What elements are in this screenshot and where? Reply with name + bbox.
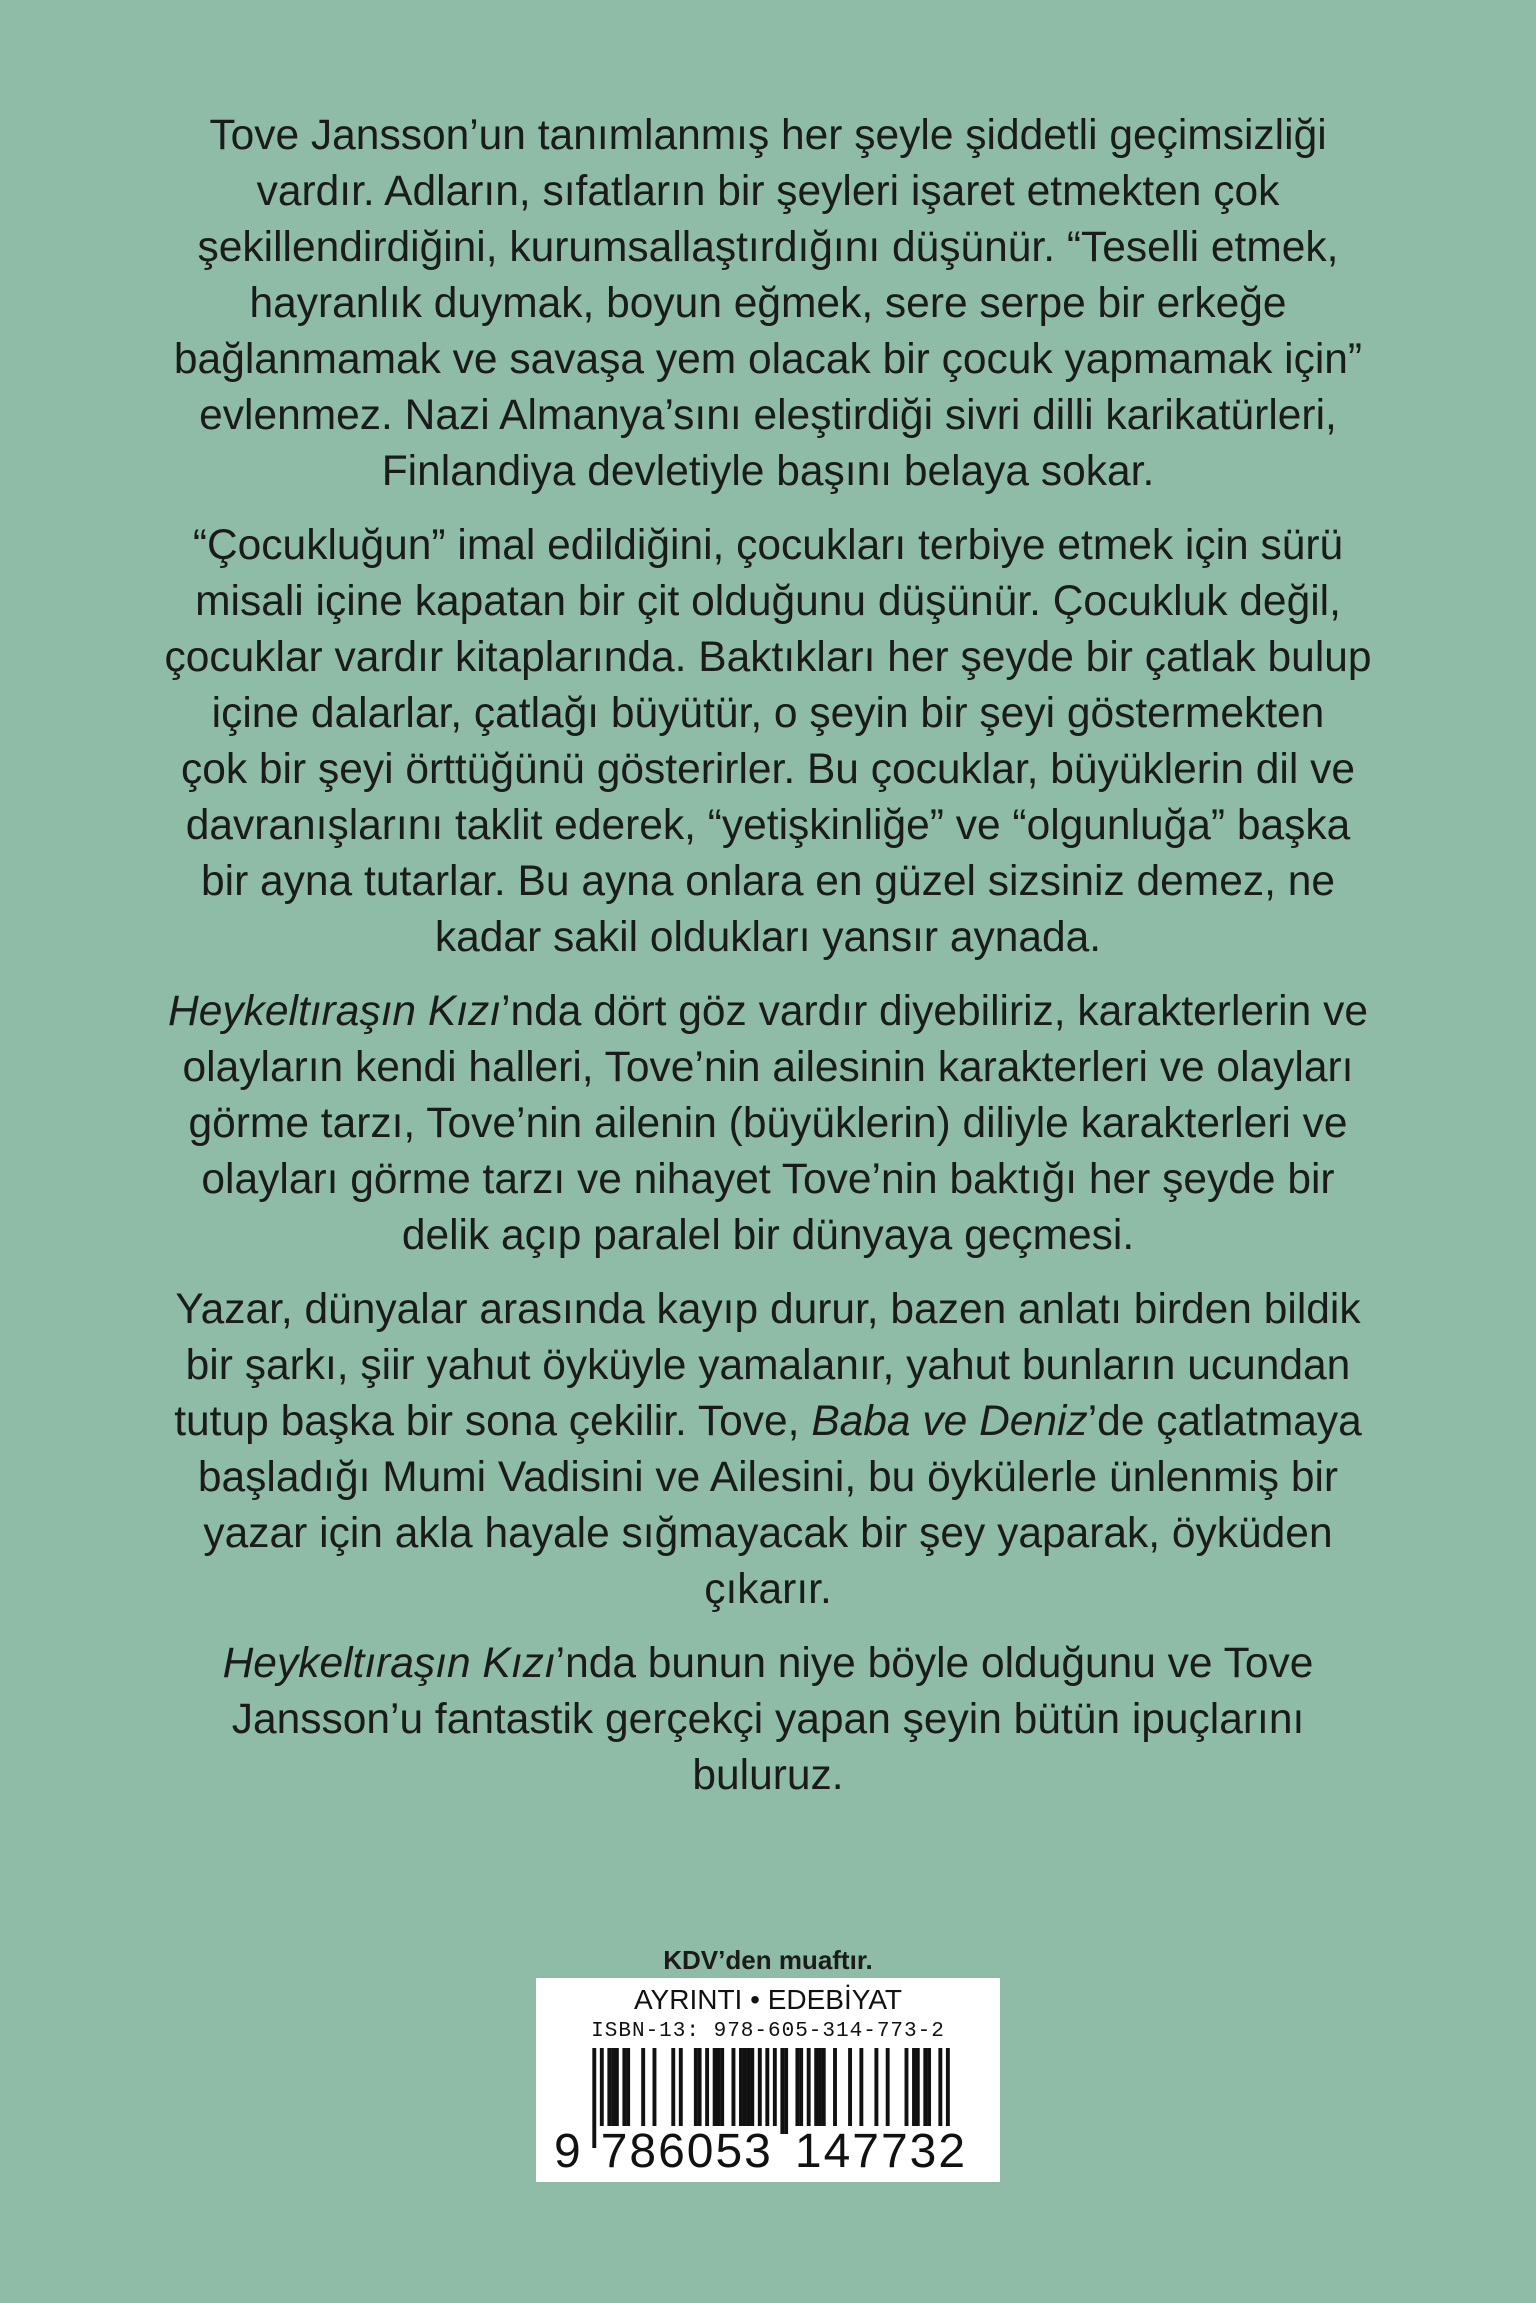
ean-left-group: 786053 — [597, 2126, 777, 2178]
text-line: Yazar, dünyalar arasında kayıp durur, bazen anlatı birden bildik — [175, 1286, 1361, 1333]
book-title: Heykeltıraşın Kızı — [168, 988, 502, 1035]
text-line: bağlanmamak ve savaşa yem olacak bir çocuk yapmamak için” — [173, 336, 1363, 383]
text-line: çocuklar vardır kitaplarında. Baktıkları her şeyde bir çatlak bulup — [164, 634, 1372, 681]
barcode-bar — [720, 2048, 724, 2134]
barcode-bar — [607, 2048, 611, 2134]
text-line: Jansson’u fantastik gerçekçi yapan şeyin bütün ipuçlarını — [231, 1696, 1305, 1743]
text-line — [110, 1394, 1426, 1450]
text-line: görme tarzı, Tove’nin ailenin (büyüklerin) diliyle karakterleri ve — [188, 1100, 1348, 1147]
text-fragment: tutup başka bir sona çekilir. Tove, — [174, 1398, 812, 1445]
text-line: bir ayna tutarlar. Bu ayna onlara en güzel sizsiniz demez, ne — [201, 858, 1335, 905]
text-line: çok bir şeyi örttüğünü gösterirler. Bu çocuklar, büyüklerin dil ve — [180, 746, 1356, 793]
ean-right-group: 147732 — [791, 2126, 971, 2178]
barcode-bar — [799, 2048, 803, 2134]
barcode-bar — [615, 2048, 619, 2134]
publisher-series: AYRINTI • EDEBİYAT — [633, 1984, 903, 2015]
paragraph-4 — [110, 1282, 1426, 1618]
barcode-bar — [833, 2048, 837, 2134]
barcode-bar — [713, 2048, 717, 2134]
paragraph-3 — [110, 984, 1426, 1264]
barcode-bar — [848, 2048, 852, 2134]
barcode-bar — [859, 2048, 863, 2134]
barcode-bar — [818, 2048, 822, 2134]
barcode-bar — [784, 2048, 788, 2134]
book-title: Heykeltıraşın Kızı — [222, 1640, 556, 1687]
text-line: kadar sakil oldukları yansır aynada. — [434, 914, 1102, 961]
barcode-bar — [641, 2048, 645, 2134]
text-line: içine dalarlar, çatlağı büyütür, o şeyin bir şeyi göstermekten — [211, 690, 1325, 737]
barcode-bar — [814, 2048, 818, 2134]
barcode-bar — [758, 2048, 762, 2134]
ean-digits — [536, 2126, 1000, 2178]
text-line: şekillendirdiğini, kurumsallaştırdığını düşünür. “Teselli etmek, — [197, 224, 1339, 271]
barcode-bar — [750, 2048, 754, 2134]
book-title: Baba ve Deniz — [811, 1398, 1088, 1445]
text-fragment: ’nda dört göz vardır diyebiliriz, karakterlerin ve — [501, 988, 1368, 1035]
text-line: buluruz. — [692, 1752, 844, 1799]
barcode-bar — [923, 2048, 927, 2134]
barcode-bar — [698, 2048, 702, 2134]
isbn-number: ISBN-13: 978-605-314-773-2 — [591, 2020, 945, 2043]
text-line: misali içine kapatan bir çit olduğunu düşünür. Çocukluk değil, — [195, 578, 1341, 625]
text-fragment: ’de çatlatmaya — [1087, 1398, 1362, 1445]
barcode-bar — [739, 2048, 743, 2134]
text-line: evlenmez. Nazi Almanya’sını eleştirdiği sivri dilli karikatürleri, — [199, 392, 1337, 439]
barcode-bar — [705, 2048, 709, 2134]
barcode-bar — [807, 2048, 811, 2134]
text-line: delik açıp paralel bir dünyaya geçmesi. — [401, 1212, 1135, 1259]
text-line: davranışlarını taklit ederek, “yetişkinliğe” ve “olgunluğa” başka — [185, 802, 1351, 849]
text-line: olayların kendi halleri, Tove’nin ailesinin karakterleri ve olayları — [182, 1044, 1354, 1091]
barcode-bar — [743, 2048, 747, 2134]
barcode-bar — [916, 2048, 920, 2134]
barcode-label — [536, 1978, 1000, 2182]
paragraph-2 — [110, 518, 1426, 966]
barcode-bar — [912, 2048, 916, 2134]
barcode-bar — [905, 2048, 909, 2134]
ean-first-digit: 9 — [554, 2125, 581, 2178]
barcode-bar — [874, 2048, 878, 2134]
barcode-bar — [626, 2048, 630, 2134]
back-cover-text — [110, 108, 1426, 1822]
text-line: çıkarır. — [704, 1566, 832, 1613]
barcode-bar — [732, 2048, 736, 2134]
text-line: Tove Jansson’un tanımlanmış her şeyle şiddetli geçimsizliği — [209, 112, 1327, 159]
text-line: bir şarkı, şiir yahut öyküyle yamalanır, yahut bunların ucundan — [185, 1342, 1351, 1389]
barcode-bar — [927, 2048, 931, 2134]
barcode-bar — [716, 2048, 720, 2134]
barcode-bar — [694, 2048, 698, 2134]
barcode-bar — [795, 2048, 799, 2134]
paragraph-1 — [110, 108, 1426, 500]
text-line: Finlandiya devletiyle başını belaya sokar. — [381, 448, 1155, 495]
barcode-bar — [611, 2048, 615, 2134]
text-fragment: ’nda bunun niye böyle olduğunu ve Tove — [555, 1640, 1314, 1687]
barcode-bar — [622, 2048, 626, 2134]
tax-exemption-note: KDV’den muaftır. — [663, 1945, 873, 1975]
text-line: “Çocukluğun” imal edildiğini, çocukları terbiye etmek için sürü — [192, 522, 1344, 569]
barcode-bar — [886, 2048, 890, 2134]
paragraph-5 — [110, 1636, 1426, 1804]
text-line — [110, 984, 1426, 1040]
barcode-bar — [747, 2048, 751, 2134]
text-line: başladığı Mumi Vadisini ve Ailesini, bu öykülerle ünlenmiş bir — [197, 1454, 1339, 1501]
text-line: yazar için akla hayale sığmayacak bir şey yaparak, öyküden — [203, 1510, 1333, 1557]
barcode-bar — [679, 2048, 683, 2134]
barcode-bar — [780, 2048, 784, 2134]
text-line: olayları görme tarzı ve nihayet Tove’nin baktığı her şeyde bir — [201, 1156, 1335, 1203]
text-line — [110, 1636, 1426, 1692]
text-line: hayranlık duymak, boyun eğmek, sere serpe bir erkeğe — [249, 280, 1287, 327]
barcode-bar — [653, 2048, 657, 2134]
barcode-bar — [671, 2048, 675, 2134]
text-line: vardır. Adların, sıfatların bir şeyleri işaret etmekten çok — [256, 168, 1280, 215]
barcode-bar — [822, 2048, 826, 2134]
